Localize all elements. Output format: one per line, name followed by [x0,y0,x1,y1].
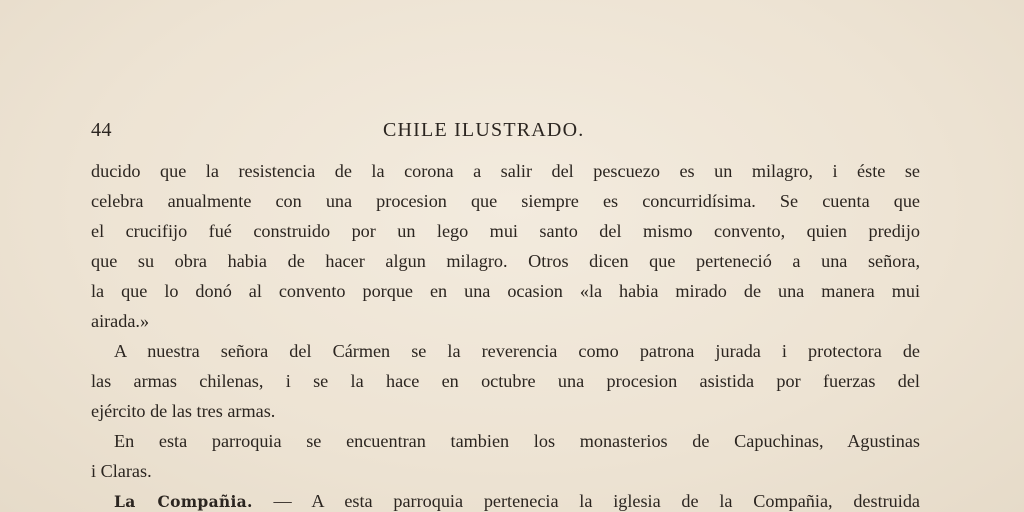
text-line: ejército de las tres armas. [91,401,276,421]
text-run: — A esta parroquia pertenecia la iglesia de la Compañia, destruida [252,491,920,511]
text-line: celebra anualmente con una procesion que siempre es concurridísima. Se cuenta que [91,191,920,211]
paragraph-start: A nuestra señora del Cármen se la reverencia como patrona jurada i protectora de [114,341,920,361]
paragraph-start: En esta parroquia se encuentran tambien los monasterios de Capuchinas, Agustinas [114,431,920,451]
running-title: CHILE ILUSTRADO. [383,119,585,141]
text-line: el crucifijo fué construido por un lego mui santo del mismo convento, quien predijo [91,221,920,241]
text-line: ducido que la resistencia de la corona a salir del pescuezo es un milagro, i éste se [91,161,920,181]
body-text [91,156,920,512]
text-line: las armas chilenas, i se la hace en octubre una procesion asistida por fuerzas del [91,371,920,391]
text-line: airada.» [91,311,150,331]
section-heading: La Compañia. [114,492,253,511]
running-head [91,119,921,149]
text-line: que su obra habia de hacer algun milagro. Otros dicen que perteneció a una señora, [91,251,920,271]
page-number: 44 [91,119,112,141]
text-line: i Claras. [91,461,152,481]
section-paragraph [91,486,920,512]
text-line: la que lo donó al convento porque en una ocasion «la habia mirado de una manera mui [91,281,920,301]
